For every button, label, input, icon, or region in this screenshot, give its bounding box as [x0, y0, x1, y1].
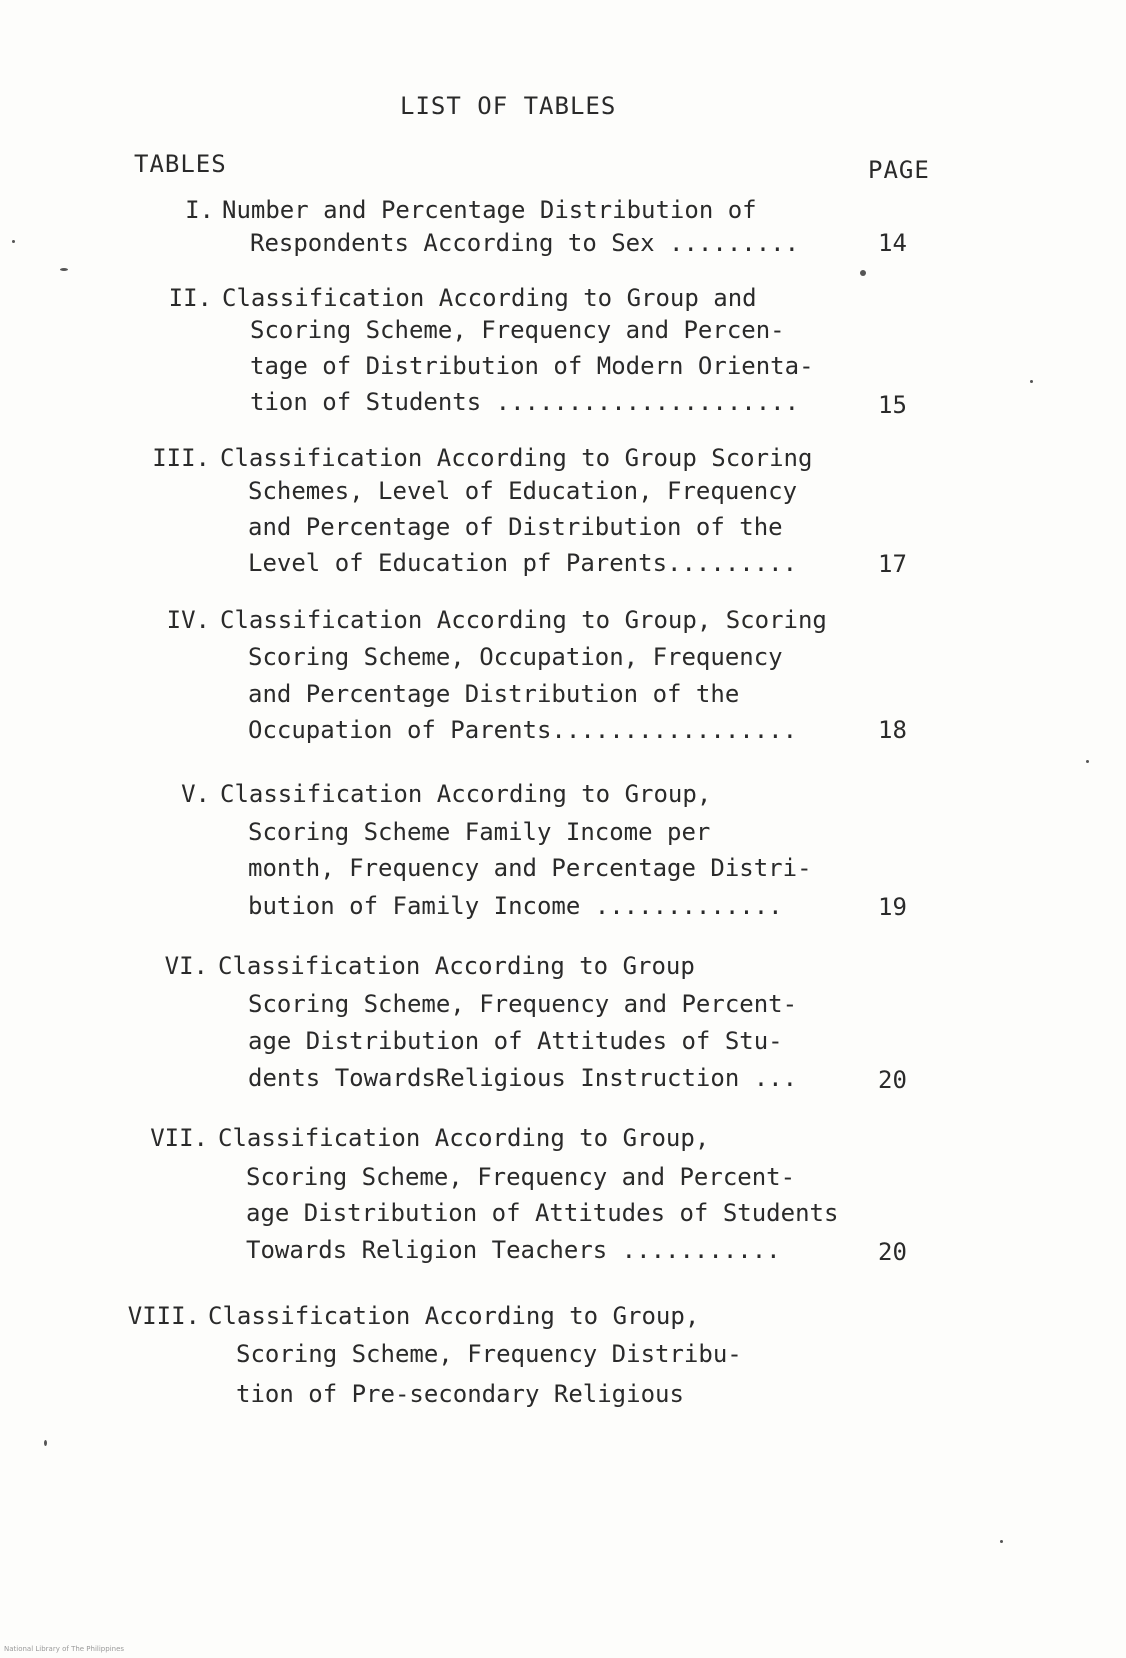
entry-line: Classification According to Group,: [220, 780, 712, 808]
entry-line: tage of Distribution of Modern Orienta-: [250, 352, 814, 380]
entry-line: age Distribution of Attitudes of Students: [246, 1199, 839, 1227]
entry-line: tion of Students .....................: [250, 388, 800, 416]
entry-line: Occupation of Parents.................: [248, 716, 798, 744]
scan-speck: [1000, 1540, 1003, 1543]
entry-line: Classification According to Group, Scoring: [220, 606, 827, 634]
entry-line: Classification According to Group and: [222, 284, 757, 312]
entry-line: dents TowardsReligious Instruction ...: [248, 1064, 798, 1092]
entry-line: Scoring Scheme, Frequency and Percent-: [246, 1163, 796, 1191]
entry-line: Schemes, Level of Education, Frequency: [248, 477, 798, 505]
page-number: 20: [878, 1238, 907, 1266]
entry-line: Scoring Scheme, Frequency Distribu-: [236, 1340, 742, 1368]
scan-speck: [1086, 760, 1089, 763]
entry-line: and Percentage Distribution of the: [248, 680, 740, 708]
table-number: VII.: [150, 1124, 208, 1152]
table-number: VI.: [164, 952, 208, 980]
scan-speck: [1030, 380, 1033, 383]
entry-line: Scoring Scheme Family Income per: [248, 818, 711, 846]
entry-line: Respondents According to Sex .........: [250, 229, 800, 257]
scan-speck: [860, 270, 866, 276]
tables-column-header: TABLES: [134, 150, 227, 178]
table-number: III.: [152, 444, 210, 472]
table-number: V.: [181, 780, 210, 808]
entry-line: Classification According to Group,: [218, 1124, 710, 1152]
entry-line: Towards Religion Teachers ...........: [246, 1236, 781, 1264]
page-number: 19: [878, 893, 907, 921]
entry-line: Classification According to Group,: [208, 1302, 700, 1330]
table-number: I.: [185, 196, 214, 224]
page-column-header: PAGE: [868, 156, 930, 184]
entry-line: Scoring Scheme, Frequency and Percent-: [248, 990, 798, 1018]
scan-speck: [12, 240, 15, 243]
scan-speck: [60, 268, 68, 271]
page-number: 14: [878, 229, 907, 257]
page-number: 18: [878, 716, 907, 744]
entry-line: Classification According to Group: [218, 952, 695, 980]
table-number: VIII.: [127, 1302, 200, 1330]
page-number: 17: [878, 550, 907, 578]
entry-line: tion of Pre-secondary Religious: [236, 1380, 684, 1408]
entry-line: and Percentage of Distribution of the: [248, 513, 783, 541]
page-number: 15: [878, 391, 907, 419]
page-title: LIST OF TABLES: [400, 92, 617, 120]
entry-line: bution of Family Income .............: [248, 892, 783, 920]
entry-line: Number and Percentage Distribution of: [222, 196, 757, 224]
scan-footer: National Library of The Philippines: [4, 1645, 125, 1653]
table-number: II.: [168, 284, 212, 312]
entry-line: Classification According to Group Scoring: [220, 444, 813, 472]
entry-line: Level of Education pf Parents.........: [248, 549, 798, 577]
entry-line: Scoring Scheme, Frequency and Percen-: [250, 316, 785, 344]
table-number: IV.: [166, 606, 210, 634]
scan-speck: [44, 1440, 47, 1446]
entry-line: Scoring Scheme, Occupation, Frequency: [248, 643, 783, 671]
page-number: 20: [878, 1066, 907, 1094]
entry-line: month, Frequency and Percentage Distri-: [248, 854, 812, 882]
entry-line: age Distribution of Attitudes of Stu-: [248, 1027, 783, 1055]
